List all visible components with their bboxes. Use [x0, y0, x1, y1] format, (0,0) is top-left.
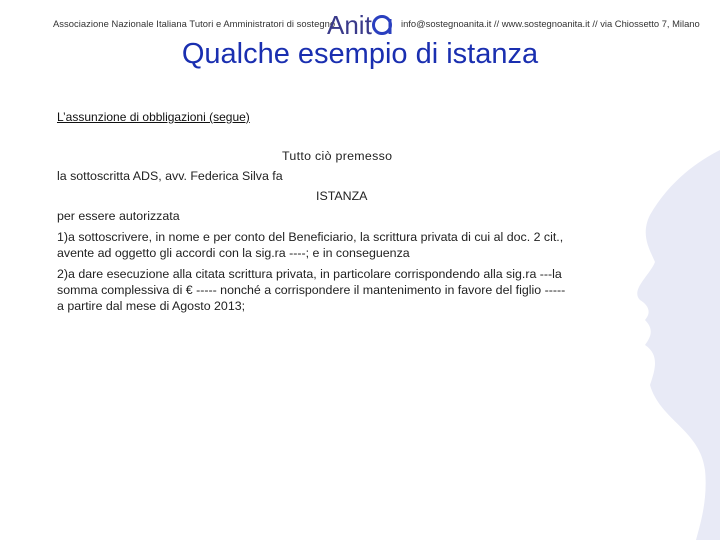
contact-info: info@sostegnoanita.it // www.sostegnoanita.it // via Chiossetto 7, Milano [401, 18, 700, 29]
slide-title: Qualche esempio di istanza [181, 38, 539, 70]
body-line-2: per essere autorizzata [57, 209, 180, 223]
body-line-4: avente ad oggetto gli accordi con la sig.ra ----; e in conseguenza [57, 246, 410, 260]
body-line-1: la sottoscritta ADS, avv. Federica Silva fa [57, 169, 283, 183]
section-subheading: L’assunzione di obbligazioni (segue) [57, 110, 250, 124]
svg-text:Anit: Anit [327, 10, 372, 40]
anita-logo [327, 6, 393, 42]
istanza-heading: ISTANZA [316, 189, 368, 203]
association-name: Associazione Nazionale Italiana Tutori e Amministratori di sostegno [53, 18, 336, 29]
body-line-5: 2)a dare esecuzione alla citata scrittura privata, in particolare corrispondendo alla sig.ra ---la [57, 267, 562, 281]
body-line-3: 1)a sottoscrivere, in nome e per conto del Beneficiario, la scrittura privata di cui al doc. 2 cit., [57, 230, 564, 244]
body-line-6: somma complessiva di € ----- nonché a corrispondere il mantenimento in favore del figlio ----- [57, 283, 566, 297]
body-line-7: a partire dal mese di Agosto 2013; [57, 299, 246, 313]
premessa-line: Tutto ciò premesso [282, 149, 393, 163]
